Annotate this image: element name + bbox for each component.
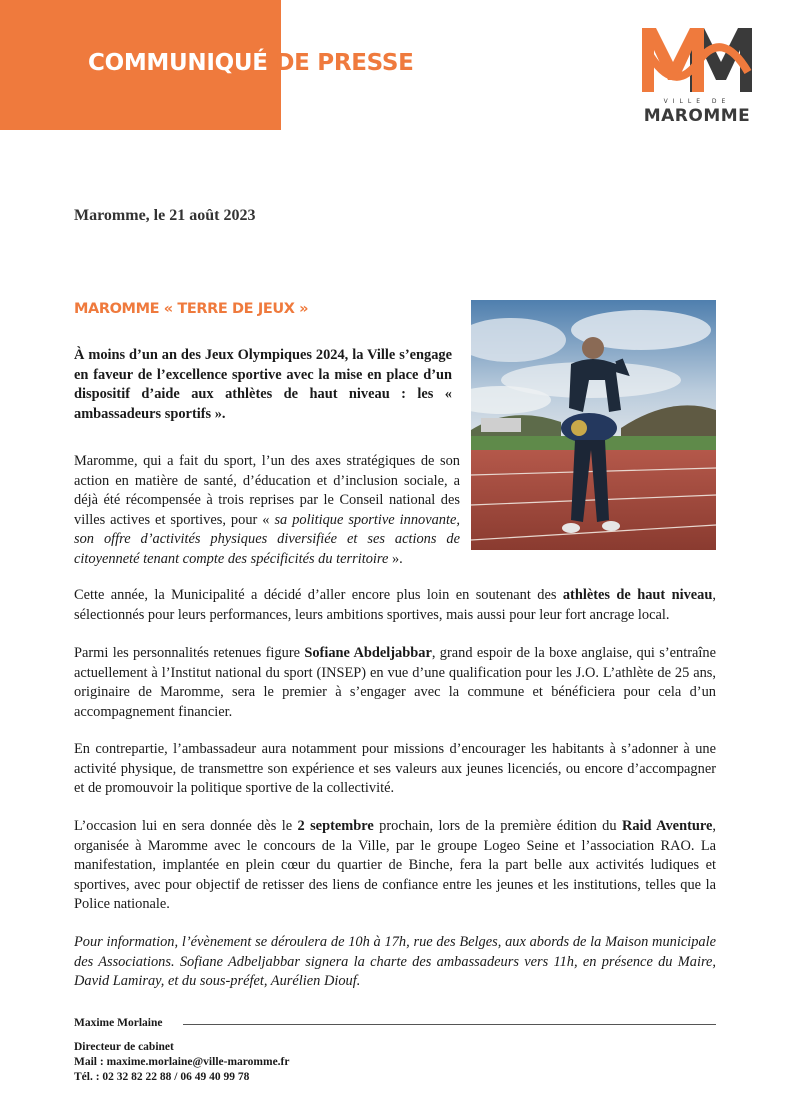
section-title: MAROMME « TERRE DE JEUX »	[74, 301, 309, 317]
athlete-photo	[471, 300, 716, 550]
paragraph-2-bold: athlètes de haut niveau	[562, 587, 713, 603]
paragraph-5-text-c: prochain, lors de la première édition du	[373, 818, 622, 834]
paragraph-5-text-a: L’occasion lui en sera donnée dès le	[74, 818, 298, 834]
paragraph-3-text-c: , grand espoir de la boxe anglaise, qui s’entraîne actuellement à l’Institut national du sport (INSEP) en vue d’une qualification pour les J.O. L’athlète de 25 ans, originaire de Maromme, sera le premier à s’engager avec la commune et bénéficiera pour cela d’un accompagnement financier.	[74, 645, 716, 720]
paragraph-2	[74, 586, 716, 625]
paragraph-3-bold: Sofiane Abdeljabbar	[304, 645, 432, 661]
paragraph-5-bold-date: 2 septembre	[297, 818, 374, 834]
paragraph-5	[74, 817, 716, 915]
title-white-part: COMMUNIQUÉ	[88, 50, 268, 76]
paragraph-1-end: ».	[388, 550, 403, 567]
lead-paragraph: À moins d’un an des Jeux Olympiques 2024, la Ville s’engage en faveur de l’excellence sportive avec la mise en place d’un dispositif d’aide aux athlètes de haut niveau : les « ambassadeurs sportifs ».	[74, 347, 452, 422]
paragraph-1	[74, 452, 460, 569]
paragraph-5-bold-event: Raid Aventure	[621, 818, 713, 834]
paragraph-1-text: Maromme, qui a fait du sport, l’un des axes stratégiques de son action en matière de santé, d’éducation et d’inclusion sociale, a déjà été récompensée à trois reprises par le Conseil national des villes actives et sportives, pour «	[74, 453, 460, 528]
paragraph-2-text-c: , sélectionnés pour leurs performances, leurs ambitions sportives, mais aussi pour leur fort ancrage local.	[74, 587, 716, 623]
paragraph-6-info: Pour information, l’évènement se déroulera de 10h à 17h, rue des Belges, aux abords de la Maison municipale des Associations. Sofiane Adbeljabbar signera la charte des ambassadeurs vers 11h, en présence du Maire, David Lamiray, et du sous-préfet, Aurélien Diouf.	[74, 934, 716, 989]
paragraph-2-text-a: Cette année, la Municipalité a décidé d’aller encore plus loin en soutenant des	[74, 587, 563, 603]
paragraph-5-text-e: , organisée à Maromme avec le concours de la Ville, par le groupe Logeo Seine et l’association RAO. La manifestation, implantée en plein cœur du quartier de Binche, fera la part belle aux activités ludiques et sportives, avec pour objectif de retisser des liens de confiance entre les jeunes et les institutions, telles que la Police nationale.	[74, 818, 716, 912]
logo-name: MAROMME	[643, 106, 751, 126]
signature-phone: Tél. : 02 32 82 22 88 / 06 49 40 99 78	[74, 1071, 250, 1083]
logo-mark-icon	[638, 22, 758, 98]
logo-subtitle: VILLE DE	[663, 98, 731, 105]
press-date: Maromme, le 21 août 2023	[74, 207, 256, 224]
title-orange-part: DE PRESSE	[275, 50, 414, 76]
paragraph-4: En contrepartie, l’ambassadeur aura notamment pour missions d’encourager les habitants à s’adonner à une activité physique, de transmettre son expérience et ses valeurs aux jeunes licenciés, ou encore d’accompagner et de promouvoir la politique sportive de la collectivité.	[74, 741, 716, 796]
paragraph-3-text-a: Parmi les personnalités retenues figure	[74, 645, 305, 661]
signature-block	[74, 1040, 290, 1085]
paragraph-3	[74, 644, 716, 722]
signature-mail: Mail : maxime.morlaine@ville-maromme.fr	[74, 1056, 290, 1068]
signature-name: Maxime Morlaine	[74, 1017, 163, 1029]
signature-role: Directeur de cabinet	[74, 1041, 174, 1053]
maromme-logo	[638, 22, 758, 132]
paragraph-1-quote: sa politique sportive innovante, son offre d’activités physiques diversifiée et ses actions de citoyenneté tenant compte des spécificités du territoire	[74, 511, 460, 567]
signature-divider	[183, 1024, 716, 1025]
document-title	[88, 50, 414, 76]
